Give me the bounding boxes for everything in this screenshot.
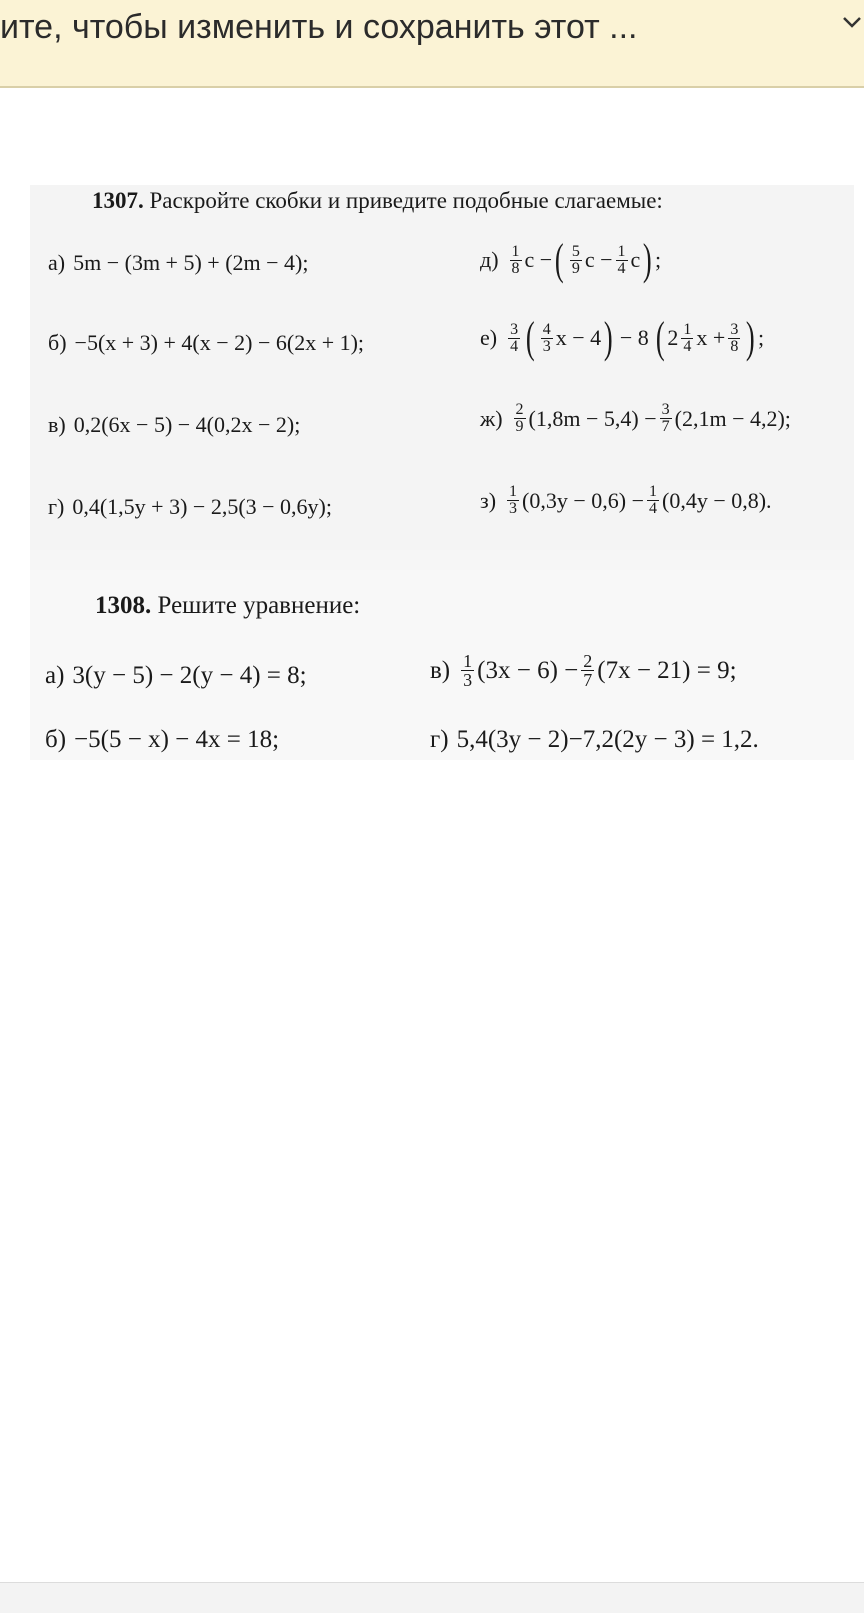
exercise-1307-z <box>480 484 772 517</box>
term: ; <box>654 247 662 272</box>
paren-open: ( <box>555 235 564 284</box>
fraction: $\frac{4}{3}$ <box>542 320 551 355</box>
term: c <box>630 247 641 272</box>
term: (7x − 21) = 9; <box>597 656 737 684</box>
item-expression: 3(y − 5) − 2(y − 4) = 8; <box>72 662 307 689</box>
chevron-down-icon[interactable] <box>840 10 864 34</box>
term: ; <box>757 325 765 350</box>
item-expression: −5(x + 3) + 4(x − 2) − 6(2x + 1); <box>74 330 365 355</box>
fraction: $\frac{3}{7}$ <box>661 401 670 435</box>
term: (0,4y − 0,8). <box>662 487 772 513</box>
bottom-bar <box>0 1582 864 1613</box>
term: c − <box>524 247 553 272</box>
exercise-1307-b <box>48 330 364 356</box>
problem-number: 1308. <box>95 592 152 619</box>
exercise-1307-a <box>48 250 308 276</box>
term: x − 4 <box>555 325 602 350</box>
fraction: $\frac{1}{4}$ <box>617 242 626 277</box>
item-label: а) <box>48 250 66 275</box>
item-label: б) <box>48 330 67 355</box>
item-expression: −5(5 − x) − 4x = 18; <box>74 726 280 753</box>
item-label: а) <box>45 662 65 689</box>
fraction: $\frac{3}{4}$ <box>510 320 519 355</box>
fraction: $\frac{1}{4}$ <box>649 483 657 517</box>
exercise-1307-e <box>480 313 765 362</box>
exercise-1307-d <box>480 235 662 284</box>
term: (1,8m − 5,4) − <box>528 405 657 431</box>
item-label: г) <box>430 726 449 753</box>
term: x + <box>696 325 726 350</box>
problem-instruction: Решите уравнение: <box>157 592 361 619</box>
paren-close: ) <box>604 313 613 362</box>
exercise-1307-v <box>48 412 300 438</box>
problem-instruction: Раскройте скобки и приведите подобные слагаемые: <box>149 188 663 213</box>
problem-1308-title <box>95 592 360 620</box>
item-label: г) <box>48 494 65 519</box>
term: − 8 <box>619 325 649 350</box>
edit-banner[interactable] <box>0 0 864 88</box>
problem-number: 1307. <box>92 188 144 213</box>
mixed-number <box>667 322 696 355</box>
exercise-1308-b <box>45 726 279 754</box>
fraction: $\frac{2}{7}$ <box>583 651 593 690</box>
item-label: ж) <box>480 405 503 431</box>
item-label: е) <box>480 325 498 350</box>
problem-1307-title <box>92 188 663 214</box>
item-label: в) <box>48 412 66 437</box>
fraction: $\frac{5}{9}$ <box>571 242 580 277</box>
exercise-1308-a <box>45 662 307 690</box>
whole-part: 2 <box>667 325 679 350</box>
item-expression: 5,4(3y − 2)−7,2(2y − 3) = 1,2. <box>456 726 759 753</box>
term: (3x − 6) − <box>477 656 579 684</box>
item-label: в) <box>430 656 451 684</box>
fraction: $\frac{3}{8}$ <box>730 320 739 355</box>
paren-open: ( <box>655 313 665 362</box>
exercise-1308-v <box>430 652 737 689</box>
exercise-1307-g <box>48 494 332 520</box>
fraction: $\frac{1}{3}$ <box>463 651 473 690</box>
paren-close: ) <box>643 235 653 284</box>
paren-open: ( <box>526 313 535 362</box>
exercise-1307-zh <box>480 402 791 435</box>
fraction: $\frac{1}{4}$ <box>683 320 692 355</box>
item-expression: 0,2(6x − 5) − 4(0,2x − 2); <box>73 412 301 437</box>
item-expression: 5m − (3m + 5) + (2m − 4); <box>73 250 309 275</box>
term: (0,3y − 0,6) − <box>522 487 644 513</box>
item-label: з) <box>480 487 497 513</box>
fraction: $\frac{1}{8}$ <box>511 242 520 277</box>
item-expression: 0,4(1,5y + 3) − 2,5(3 − 0,6y); <box>72 494 332 519</box>
item-label: б) <box>45 726 67 753</box>
exercise-1308-g <box>430 726 759 754</box>
fraction: $\frac{2}{9}$ <box>515 401 524 435</box>
item-label: д) <box>480 247 499 272</box>
fraction: $\frac{1}{3}$ <box>509 483 518 517</box>
term: (2,1m − 4,2); <box>674 405 791 431</box>
term: c − <box>584 247 613 272</box>
banner-text: ите, чтобы изменить и сохранить этот ... <box>0 8 638 46</box>
paren-close: ) <box>746 313 756 362</box>
